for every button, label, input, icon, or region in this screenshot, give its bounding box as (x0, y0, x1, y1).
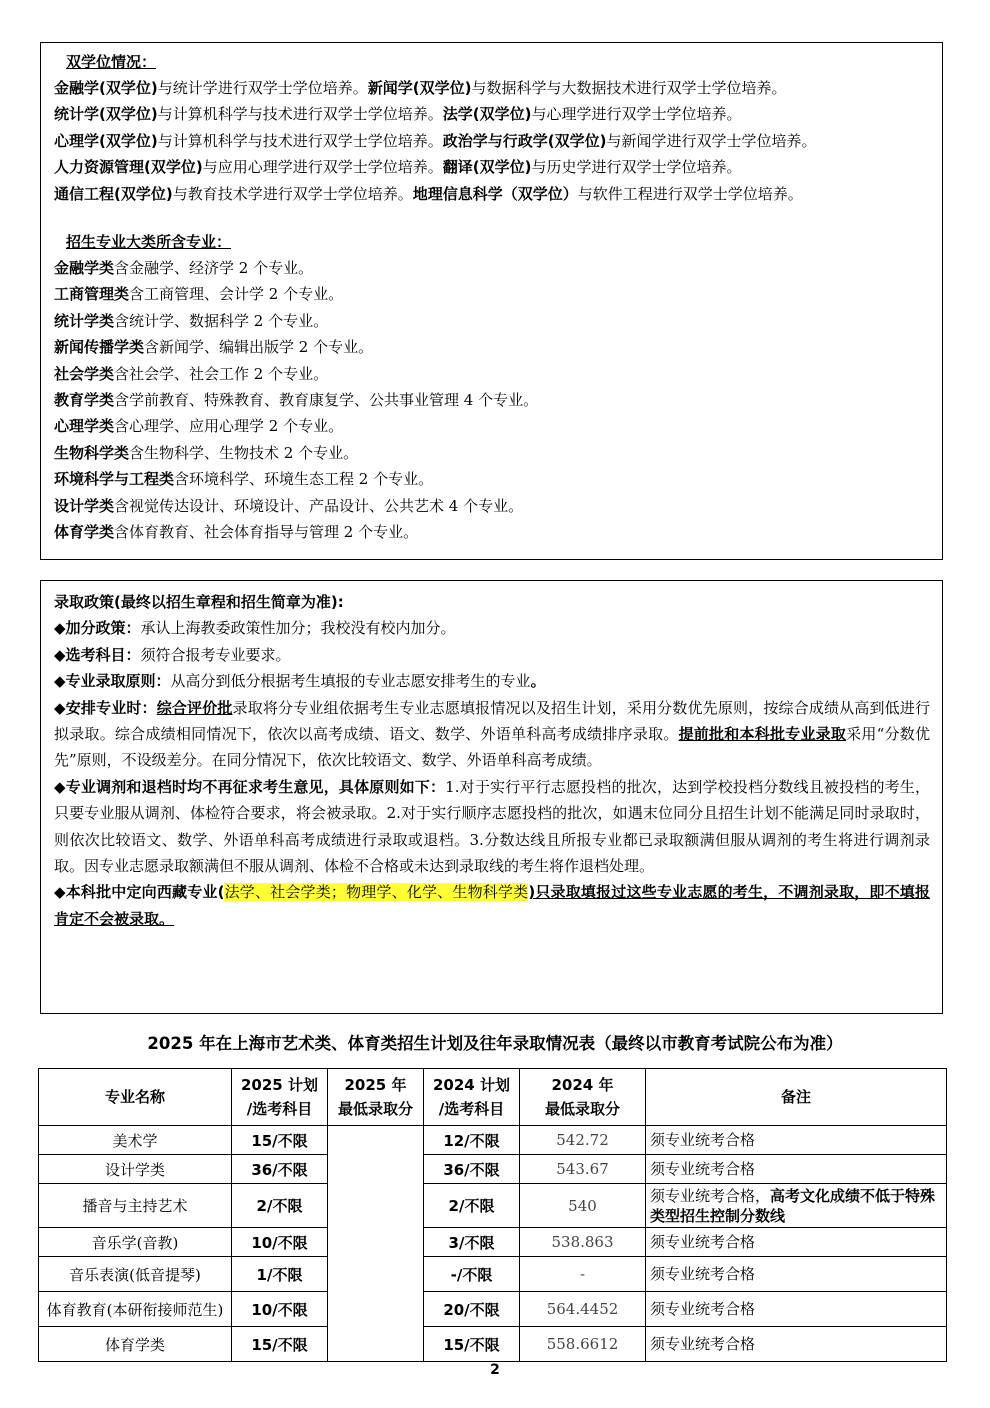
header-min-2025: 2025 年 最低录取分 (328, 1069, 424, 1126)
major-category-item: 生物科学类含生物科学、生物技术 2 个专业。 (54, 443, 359, 462)
adjustment-policy: ◆专业调剂和退档时均不再征求考生意见，具体原则如下：1.对于实行平行志愿投档的批次，达到学校投档分数线且被投档的考生，只要专业服从调剂、体检符合要求，将会被录取。2.对于实行顺序志愿投档的批次，如遇末位同分且招生计划不能满足同时录取时，则依次比较语文、数学、外语单科高考成绩进行录取或退档。3.分数达线且所报专业都已录取额满但服从调剂的考生将进行调剂录取。因专业志愿录取额满但不服从调剂、体检不合格或未达到录取线的考生将作退档处理。 (54, 777, 930, 876)
policy-heading: 录取政策(最终以招生章程和招生简章为准): (54, 593, 344, 611)
cell-min-2024: 558.6612 (520, 1327, 646, 1362)
cell-plan-2024: 2/不限 (424, 1184, 520, 1228)
double-degree-list (54, 75, 930, 207)
majors-heading: 招生专业大类所含专业： (66, 233, 232, 252)
double-degree-and-majors-box (40, 42, 943, 560)
major-category-item: 社会学类含社会学、社会工作 2 个专业。 (54, 364, 329, 383)
table-row (39, 1155, 947, 1184)
header-note: 备注 (646, 1069, 947, 1126)
cell-plan-2024: 12/不限 (424, 1126, 520, 1155)
major-category-item: 设计学类含视觉传达设计、环境设计、产品设计、公共艺术 4 个专业。 (54, 496, 524, 515)
cell-name: 播音与主持艺术 (39, 1184, 232, 1228)
table-row (39, 1126, 947, 1155)
major-category-item: 心理学类含心理学、应用心理学 2 个专业。 (54, 417, 344, 436)
cell-plan-2024: 36/不限 (424, 1155, 520, 1184)
admission-table (38, 1068, 947, 1362)
cell-note: 须专业统考合格 (646, 1155, 947, 1184)
cell-min-2024: 564.4452 (520, 1292, 646, 1327)
cell-plan-2024: 3/不限 (424, 1228, 520, 1257)
table-row (39, 1228, 947, 1257)
cell-plan-2025: 15/不限 (232, 1126, 328, 1155)
table-title: 2025 年在上海市艺术类、体育类招生计划及往年录取情况表（最终以市教育考试院公布为准） (147, 1034, 843, 1053)
cell-name: 音乐表演(低音提琴) (39, 1257, 232, 1292)
double-degree-line: 心理学(双学位)与计算机科学与技术进行双学士学位培养。政治学与行政学(双学位)与新闻学进行双学士学位培养。 (54, 131, 817, 150)
cell-min-2024: - (520, 1257, 646, 1292)
cell-min-2024: 540 (520, 1184, 646, 1228)
major-category-item: 教育学类含学前教育、特殊教育、教育康复学、公共事业管理 4 个专业。 (54, 391, 539, 410)
table-row (39, 1257, 947, 1292)
admission-policy-box (40, 580, 943, 1014)
cell-min-2024: 543.67 (520, 1155, 646, 1184)
tibet-majors-highlight: 法学、社会学类；物理学、化学、生物科学类 (224, 883, 529, 902)
cell-plan-2025: 2/不限 (232, 1184, 328, 1228)
major-category-item: 环境科学与工程类含环境科学、环境生态工程 2 个专业。 (54, 470, 434, 489)
cell-plan-2024: 20/不限 (424, 1292, 520, 1327)
table-row (39, 1327, 947, 1362)
cell-note: 须专业统考合格 (646, 1126, 947, 1155)
cell-name: 音乐学(音教) (39, 1228, 232, 1257)
tibet-policy: ◆本科批中定向西藏专业(法学、社会学类；物理学、化学、生物科学类)只录取填报过这些专业志愿的考生，不调剂录取，即不填报肯定不会被录取。 (54, 883, 930, 928)
cell-min-2025 (328, 1126, 424, 1362)
cell-note: 须专业统考合格，高考文化成绩不低于特殊类型招生控制分数线 (646, 1184, 947, 1228)
major-category-item: 新闻传播学类含新闻学、编辑出版学 2 个专业。 (54, 338, 374, 357)
cell-min-2024: 542.72 (520, 1126, 646, 1155)
header-plan-2024: 2024 计划 /选考科目 (424, 1069, 520, 1126)
cell-name: 美术学 (39, 1126, 232, 1155)
double-degree-line: 通信工程(双学位)与教育技术学进行双学士学位培养。地理信息科学（双学位）与软件工程进行双学士学位培养。 (54, 184, 803, 203)
cell-note: 须专业统考合格 (646, 1228, 947, 1257)
page-number: 2 (490, 1362, 500, 1378)
subject-requirement: ◆选考科目：须符合报考专业要求。 (54, 645, 291, 664)
cell-note: 须专业统考合格 (646, 1292, 947, 1327)
majors-list (54, 255, 930, 545)
admission-principle: ◆专业录取原则：从高分到低分根据考生填报的专业志愿安排考生的专业。 (54, 672, 546, 691)
double-degree-line: 金融学(双学位)与统计学进行双学士学位培养。新闻学(双学位)与数据科学与大数据技术进行双学士学位培养。 (54, 79, 787, 97)
double-degree-line: 统计学(双学位)与计算机科学与技术进行双学士学位培养。法学(双学位)与心理学进行双学士学位培养。 (54, 105, 742, 124)
table-row (39, 1292, 947, 1327)
cell-name: 体育学类 (39, 1327, 232, 1362)
cell-plan-2025: 10/不限 (232, 1292, 328, 1327)
major-arrangement: ◆安排专业时：综合评价批录取将分专业组依据考生专业志愿填报情况以及招生计划，采用分数优先原则，按综合成绩从高到低进行拟录取。综合成绩相同情况下，依次以高考成绩、语文、数学、外语单科高考成绩排序录取。提前批和本科批专业录取采用“分数优先”原则，不设级差分。在同分情况下，依次比较语文、数学、外语单科高考成绩。 (54, 698, 930, 770)
cell-note: 须专业统考合格 (646, 1257, 947, 1292)
cell-min-2024: 538.863 (520, 1228, 646, 1257)
cell-name: 体育教育(本研衔接师范生) (39, 1292, 232, 1327)
header-plan-2025: 2025 计划 /选考科目 (232, 1069, 328, 1126)
cell-plan-2025: 1/不限 (232, 1257, 328, 1292)
double-degree-heading: 双学位情况： (66, 53, 157, 71)
major-category-item: 工商管理类含工商管理、会计学 2 个专业。 (54, 285, 344, 304)
table-row (39, 1184, 947, 1228)
major-category-item: 统计学类含统计学、数据科学 2 个专业。 (54, 311, 329, 330)
cell-plan-2024: -/不限 (424, 1257, 520, 1292)
major-category-item: 金融学类含金融学、经济学 2 个专业。 (54, 259, 314, 278)
header-name: 专业名称 (39, 1069, 232, 1126)
cell-note: 须专业统考合格 (646, 1327, 947, 1362)
cell-plan-2025: 15/不限 (232, 1327, 328, 1362)
cell-plan-2024: 15/不限 (424, 1327, 520, 1362)
header-min-2024: 2024 年 最低录取分 (520, 1069, 646, 1126)
double-degree-line: 人力资源管理(双学位)与应用心理学进行双学士学位培养。翻译(双学位)与历史学进行双学士学位培养。 (54, 158, 742, 177)
cell-name: 设计学类 (39, 1155, 232, 1184)
cell-plan-2025: 36/不限 (232, 1155, 328, 1184)
cell-plan-2025: 10/不限 (232, 1228, 328, 1257)
bonus-policy: ◆加分政策：承认上海教委政策性加分；我校没有校内加分。 (54, 619, 456, 638)
major-category-item: 体育学类含体育教育、社会体育指导与管理 2 个专业。 (54, 523, 419, 542)
